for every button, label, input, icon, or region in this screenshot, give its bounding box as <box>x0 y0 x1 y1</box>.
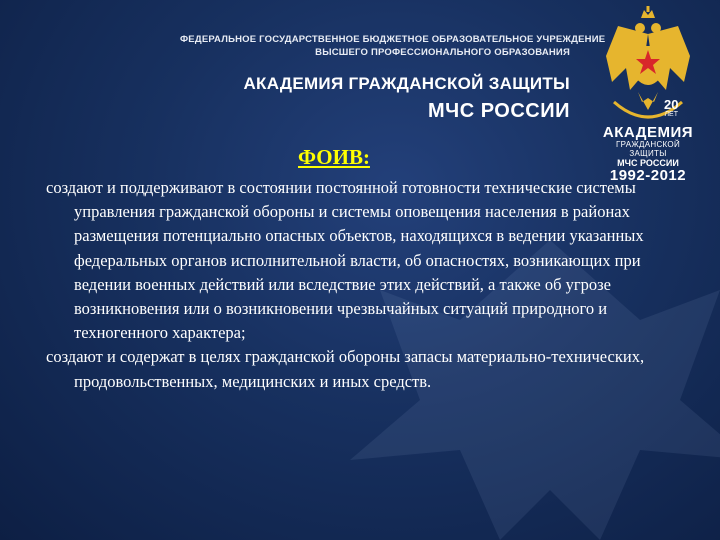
logo-caption-years: 1992-2012 <box>609 167 687 184</box>
org-name-line2: ВЫСШЕГО ПРОФЕССИОНАЛЬНОГО ОБРАЗОВАНИЯ <box>315 47 570 58</box>
org-name-line1: ФЕДЕРАЛЬНОЕ ГОСУДАРСТВЕННОЕ БЮДЖЕТНОЕ ОБРАЗОВАТЕЛЬНОЕ УЧРЕЖДЕНИЕ <box>180 34 606 45</box>
logo-caption-academy: АКАДЕМИЯ <box>602 124 694 141</box>
anniversary-word: ЛЕТ <box>664 111 678 118</box>
ministry-title: МЧС РОССИИ <box>428 100 570 122</box>
header <box>180 34 606 123</box>
body-text <box>46 176 656 394</box>
logo-caption-civil-defense: ГРАЖДАНСКОЙ ЗАЩИТЫ <box>615 140 680 158</box>
paragraph-1: создают и поддерживают в состоянии постоянной готовности технические системы управления гражданской обороны и системы оповещения населения в районах размещения потенциально опасных объектов, находящихся в ведении указанных федеральных органов исполнительной власти, об опасностях, возникающих при ведении военных действий или вследствие этих действий, а также об угрозе возникновения или о возникновении чрезвычайных ситуаций природного и техногенного характера; <box>46 178 644 343</box>
logo-caption <box>602 126 694 183</box>
anniversary-number: 20 <box>664 97 679 112</box>
logo-caption-ministry: МЧС РОССИИ <box>617 158 679 168</box>
academy-title: АКАДЕМИЯ ГРАЖДАНСКОЙ ЗАЩИТЫ <box>243 74 570 93</box>
paragraph-2: создают и содержат в целях гражданской обороны запасы материально-технических, продовольственных, медицинских и иных средств. <box>46 347 645 391</box>
section-heading: ФОИВ: <box>298 145 370 169</box>
anniversary-badge <box>664 99 678 119</box>
